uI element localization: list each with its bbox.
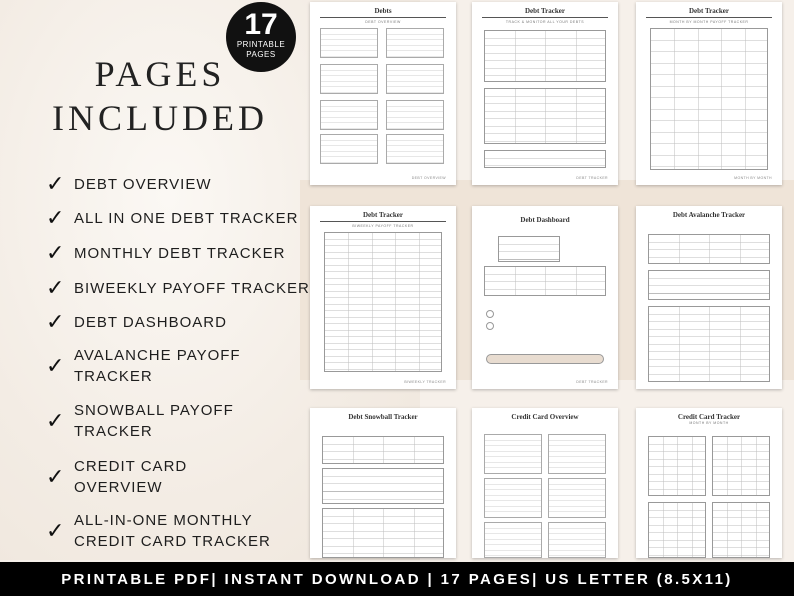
feature-label: MONTHLY DEBT TRACKER <box>74 245 286 262</box>
debt-box <box>320 100 378 130</box>
snowball-monthly <box>322 508 444 558</box>
divider <box>320 221 446 222</box>
thumbnail-subtitle: TRACK & MONITOR ALL YOUR DEBTS <box>505 20 585 24</box>
feature-label-line: CREDIT CARD TRACKER <box>74 533 271 550</box>
debt-box <box>386 134 444 164</box>
feature-item <box>46 276 310 301</box>
debt-box <box>386 64 444 94</box>
thumbnail-avalanche-tracker <box>636 206 782 389</box>
divider <box>482 17 608 18</box>
thumbnail-subtitle: MONTH BY MONTH PAYOFF TRACKER <box>669 20 749 24</box>
thumbnail-subtitle: MONTH BY MONTH <box>689 421 729 425</box>
thumbnail-title: Debt Dashboard <box>520 216 570 224</box>
badge-line-1: PRINTABLE <box>236 40 286 49</box>
divider <box>646 17 772 18</box>
feature-label-line: CREDIT CARD <box>74 458 188 475</box>
footer-banner: PRINTABLE PDF| INSTANT DOWNLOAD | 17 PAGES| US LETTER (8.5X11) <box>0 562 794 596</box>
card-monthly-table <box>712 436 770 496</box>
card-box <box>548 478 606 518</box>
feature-label: BIWEEKLY PAYOFF TRACKER <box>74 280 310 297</box>
progress-bar <box>486 354 604 364</box>
thumbnail-footer: DEBT TRACKER <box>576 380 608 384</box>
feature-label-line: OVERVIEW <box>74 479 163 496</box>
card-monthly-table <box>648 436 706 496</box>
thumbnail-all-in-one-debt-tracker <box>472 2 618 185</box>
checkmark-icon: ✓ <box>46 172 66 197</box>
thumbnail-title: Debts <box>374 7 392 15</box>
thumbnail-title: Credit Card Overview <box>511 413 579 421</box>
badge-number: 17 <box>244 8 278 41</box>
avalanche-monthly <box>648 306 770 382</box>
checkmark-icon: ✓ <box>46 310 66 335</box>
dashboard-table <box>484 266 606 296</box>
checkmark-icon: ✓ <box>46 276 66 301</box>
feature-label <box>74 345 241 387</box>
thumbnail-monthly-debt-tracker <box>636 2 782 185</box>
feature-label: DEBT DASHBOARD <box>74 314 227 331</box>
heading-line-2: INCLUDED <box>52 98 268 138</box>
checkmark-icon: ✓ <box>46 353 66 379</box>
divider <box>320 17 446 18</box>
feature-label: DEBT OVERVIEW <box>74 176 212 193</box>
avalanche-table <box>648 234 770 264</box>
feature-label-line: ALL-IN-ONE MONTHLY <box>74 512 253 529</box>
thumbnail-title: Debt Snowball Tracker <box>348 413 418 421</box>
feature-label-line: AVALANCHE PAYOFF <box>74 347 241 364</box>
method-radio <box>486 310 494 318</box>
checkmark-icon: ✓ <box>46 408 66 434</box>
card-box <box>484 522 542 558</box>
feature-item <box>46 310 227 335</box>
thumbnail-debts-overview <box>310 2 456 185</box>
thumbnail-title: Credit Card Tracker <box>677 413 741 421</box>
card-box <box>484 478 542 518</box>
thumbnail-footer: BIWEEKLY TRACKER <box>404 380 446 384</box>
feature-item <box>46 172 211 197</box>
thumbnail-title: Debt Avalanche Tracker <box>672 211 746 219</box>
thumbnail-footer: DEBT TRACKER <box>576 176 608 180</box>
thumbnail-biweekly-tracker <box>310 206 456 389</box>
thumbnail-title: Debt Tracker <box>689 7 729 15</box>
feature-item <box>46 345 241 387</box>
biweekly-table <box>324 232 442 372</box>
thumbnail-footer: DEBT OVERVIEW <box>411 176 446 180</box>
thumbnail-credit-card-overview <box>472 408 618 558</box>
badge-line-2: PAGES <box>246 50 276 59</box>
pages-included-heading <box>40 52 280 140</box>
thumbnail-credit-card-tracker <box>636 408 782 558</box>
checkmark-icon: ✓ <box>46 518 66 544</box>
thumbnail-debt-dashboard <box>472 206 618 389</box>
feature-label-line: TRACKER <box>74 368 153 385</box>
monthly-table <box>650 28 768 170</box>
feature-item <box>46 510 271 552</box>
thumbnail-subtitle: DEBT OVERVIEW <box>365 20 401 24</box>
feature-item <box>46 206 298 231</box>
feature-item <box>46 456 187 498</box>
card-box <box>548 522 606 558</box>
summary-box <box>498 236 560 262</box>
feature-item <box>46 400 234 442</box>
method-radio <box>486 322 494 330</box>
notes-box <box>484 150 606 168</box>
feature-label <box>74 456 187 498</box>
debt-box <box>320 28 378 58</box>
checkmark-icon: ✓ <box>46 464 66 490</box>
debt-box <box>320 134 378 164</box>
thumbnail-title: Debt Tracker <box>525 7 565 15</box>
snowball-order <box>322 468 444 504</box>
snowball-table <box>322 436 444 464</box>
debt-box <box>320 64 378 94</box>
avalanche-order <box>648 270 770 300</box>
thumbnail-title: Debt Tracker <box>363 211 403 219</box>
feature-label-line: SNOWBALL PAYOFF <box>74 402 234 419</box>
thumbnail-snowball-tracker <box>310 408 456 558</box>
feature-label <box>74 510 271 552</box>
card-box <box>484 434 542 474</box>
feature-item <box>46 241 285 266</box>
heading-line-1: PAGES <box>94 54 226 94</box>
debt-box <box>386 100 444 130</box>
feature-label-line: TRACKER <box>74 423 153 440</box>
payment-table <box>484 88 606 144</box>
feature-label: ALL IN ONE DEBT TRACKER <box>74 210 299 227</box>
card-monthly-table <box>712 502 770 558</box>
card-monthly-table <box>648 502 706 558</box>
card-box <box>548 434 606 474</box>
debt-box <box>386 28 444 58</box>
thumbnail-footer: MONTH BY MONTH <box>734 176 772 180</box>
checkmark-icon: ✓ <box>46 206 66 231</box>
debt-table <box>484 30 606 82</box>
feature-label <box>74 400 234 442</box>
thumbnail-subtitle: BIWEEKLY PAYOFF TRACKER <box>352 224 414 228</box>
checkmark-icon: ✓ <box>46 241 66 266</box>
